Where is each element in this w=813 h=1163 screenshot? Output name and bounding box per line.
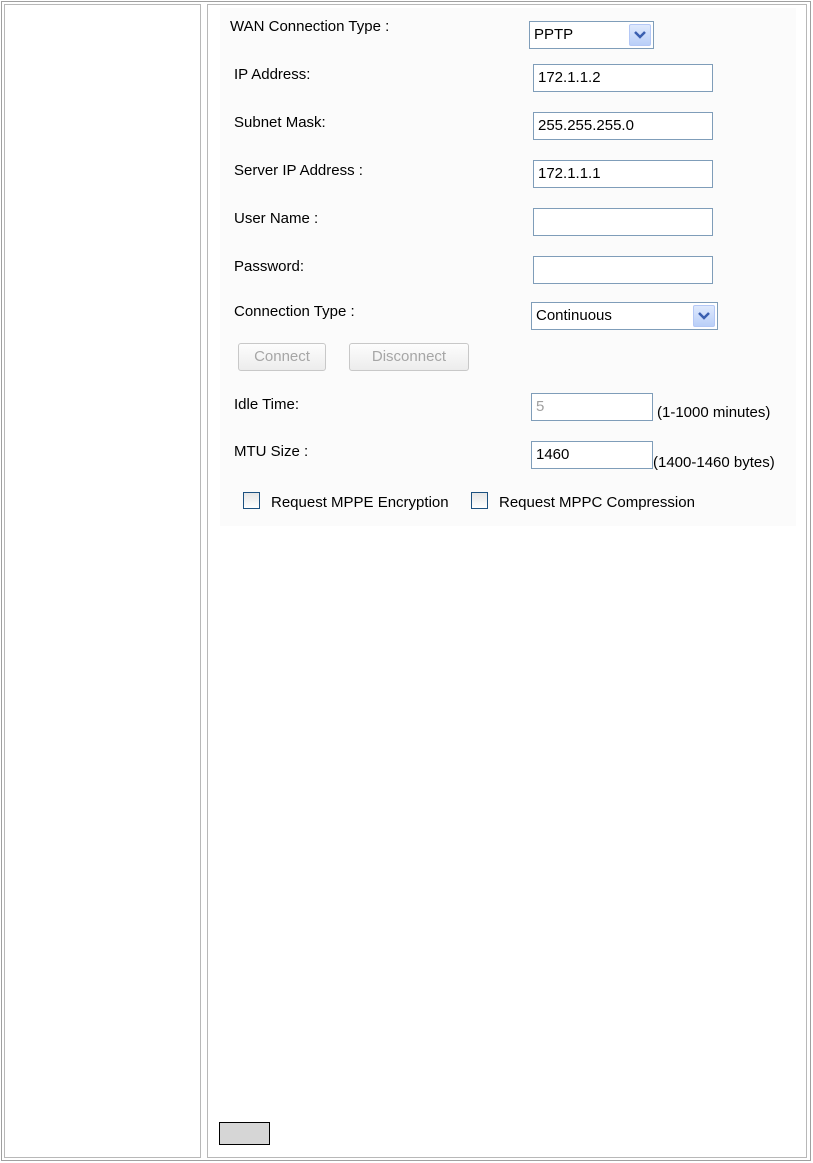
- server-ip-input[interactable]: 172.1.1.1: [533, 160, 713, 188]
- mtu-size-input[interactable]: 1460: [531, 441, 653, 469]
- user-name-input[interactable]: [533, 208, 713, 236]
- subnet-mask-label: Subnet Mask:: [234, 114, 326, 131]
- mppc-checkbox[interactable]: [471, 492, 488, 509]
- chevron-down-icon[interactable]: [629, 24, 651, 46]
- mppe-label: Request MPPE Encryption: [271, 494, 449, 511]
- wan-type-label: WAN Connection Type :: [230, 18, 390, 35]
- connect-button[interactable]: Connect: [238, 343, 326, 371]
- ip-address-label: IP Address:: [234, 66, 311, 83]
- subnet-mask-input[interactable]: 255.255.255.0: [533, 112, 713, 140]
- left-column: [4, 4, 201, 1158]
- idle-time-hint: (1-1000 minutes): [657, 404, 771, 421]
- password-label: Password:: [234, 258, 305, 275]
- connection-type-select[interactable]: [531, 302, 718, 330]
- disconnect-button[interactable]: Disconnect: [349, 343, 469, 371]
- password-input[interactable]: [533, 256, 713, 284]
- connection-type-value: Continuous: [536, 307, 612, 324]
- user-name-label: User Name :: [234, 210, 319, 227]
- chevron-down-icon[interactable]: [693, 305, 715, 327]
- wan-type-value: PPTP: [534, 26, 574, 43]
- server-ip-label: Server IP Address :: [234, 162, 363, 179]
- idle-time-label: Idle Time:: [234, 396, 300, 413]
- mtu-size-label: MTU Size :: [234, 443, 309, 460]
- idle-time-input[interactable]: 5: [531, 393, 653, 421]
- mppe-checkbox[interactable]: [243, 492, 260, 509]
- connection-type-label: Connection Type :: [234, 303, 355, 320]
- ip-address-input[interactable]: 172.1.1.2: [533, 64, 713, 92]
- mtu-size-hint: (1400-1460 bytes): [653, 454, 775, 471]
- wan-type-select[interactable]: [529, 21, 654, 49]
- mppc-label: Request MPPC Compression: [499, 494, 695, 511]
- bottom-button[interactable]: [219, 1122, 270, 1145]
